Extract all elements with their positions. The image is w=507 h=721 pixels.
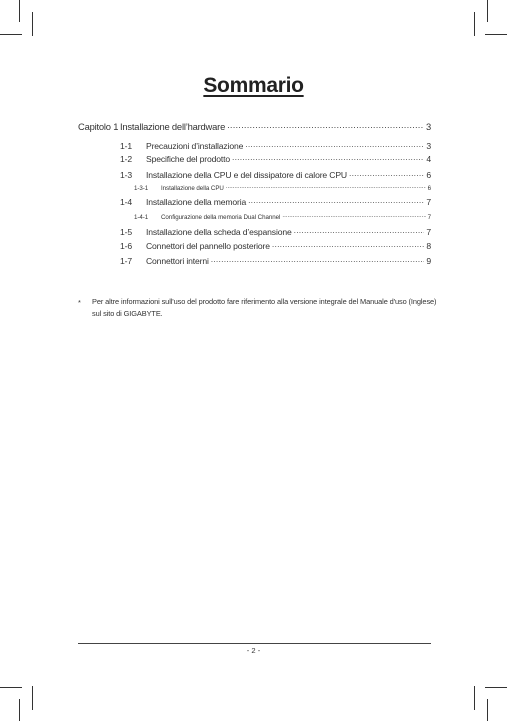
toc-entry-1-1[interactable] — [120, 140, 431, 151]
toc-entry-1-5[interactable] — [120, 226, 431, 237]
toc-entry-label: Precauzioni d’installazione — [146, 140, 244, 151]
toc-entry-label: Specifiche del prodotto — [146, 153, 230, 164]
toc-entry-page: 7 — [427, 214, 431, 222]
footer-divider — [78, 643, 431, 644]
dot-leader — [294, 226, 425, 235]
dot-leader — [248, 196, 424, 205]
toc-entry-label: Installazione della CPU e del dissipatore di calore CPU — [146, 169, 347, 180]
toc-entry-page: 7 — [426, 196, 431, 207]
toc-entry-1-4[interactable] — [120, 196, 431, 207]
toc-entry-number: 1-4 — [120, 196, 132, 207]
toc-entry-number: 1-2 — [120, 153, 132, 164]
toc-entry-label: Installazione della scheda d’espansione — [146, 226, 292, 237]
toc-entry-number: 1-7 — [120, 255, 132, 266]
dot-leader — [226, 184, 426, 190]
toc-entry-label: Connettori interni — [146, 255, 209, 266]
toc-entry-page: 9 — [426, 255, 431, 266]
toc-entry-number: Capitolo 1 — [78, 121, 119, 133]
toc-entry-label: Installazione della memoria — [146, 196, 247, 207]
toc-entry-chapter-1[interactable] — [78, 121, 431, 132]
dot-leader — [282, 213, 425, 219]
dot-leader — [232, 153, 424, 162]
dot-leader — [245, 140, 424, 149]
toc-entry-1-2[interactable] — [120, 153, 431, 164]
toc-entry-page: 6 — [427, 185, 431, 193]
toc-entry-number: 1-3 — [120, 169, 132, 180]
toc-entry-1-6[interactable] — [120, 240, 431, 251]
toc-entry-number: 1-1 — [120, 140, 132, 151]
toc-entry-page: 3 — [425, 121, 431, 133]
toc-entry-page: 8 — [426, 240, 431, 251]
toc-entry-label: Installazione dell’hardware — [120, 121, 226, 133]
toc-entry-page: 4 — [426, 153, 431, 164]
footnote-text: Per altre informazioni sull'uso del prodotto fare riferimento alla versione integrale del Manuale d'uso (Inglese) sul sito di GIGABYTE. — [92, 297, 437, 318]
page-number: - 2 - — [246, 646, 261, 655]
toc-entry-number: 1-6 — [120, 240, 132, 251]
toc-entry-label: Configurazione della memoria Dual Channel — [161, 214, 281, 222]
toc-entry-number: 1-4-1 — [134, 214, 149, 222]
dot-leader — [227, 121, 424, 130]
toc-entry-label: Connettori del pannello posteriore — [146, 240, 270, 251]
dot-leader — [211, 255, 425, 264]
toc-entry-page: 7 — [426, 226, 431, 237]
dot-leader — [349, 169, 424, 178]
toc-entry-label: Installazione della CPU — [161, 185, 224, 193]
toc-entry-number: 1-5 — [120, 226, 132, 237]
footnote-marker: * — [78, 298, 81, 307]
toc-entry-1-4-1[interactable] — [134, 213, 431, 221]
toc-entry-1-3[interactable] — [120, 169, 431, 180]
page-title: Sommario — [203, 74, 304, 97]
toc-entry-number: 1-3-1 — [134, 185, 149, 193]
toc-entry-1-7[interactable] — [120, 255, 431, 266]
toc-entry-page: 3 — [426, 140, 431, 151]
toc-entry-1-3-1[interactable] — [134, 184, 431, 192]
toc-entry-page: 6 — [426, 169, 431, 180]
dot-leader — [272, 240, 424, 249]
